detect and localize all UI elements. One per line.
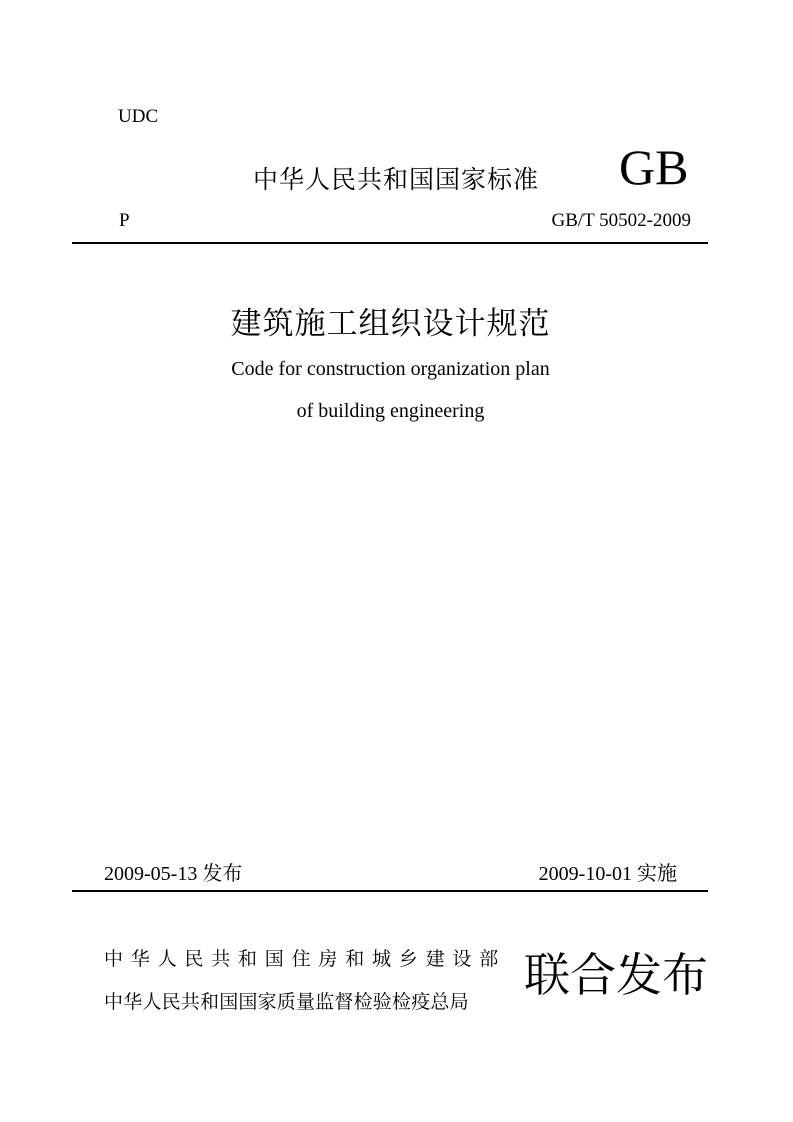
classification-code: P [119,210,130,231]
bottom-divider [72,890,708,892]
udc-label: UDC [118,106,159,127]
document-title-chinese: 建筑施工组织设计规范 [230,306,551,342]
gb-mark: GB [619,139,689,195]
issuer-ministry-housing: 中华人民共和国住房和城乡建设部 [104,948,507,970]
issuer-aqsiq: 中华人民共和国国家质量监督检验检疫总局 [104,991,469,1013]
standard-number: GB/T 50502-2009 [551,210,691,231]
document-title-english-line2: of building engineering [296,400,485,422]
joint-release-label: 联合发布 [524,948,708,1002]
implementation-date: 2009-10-01 实施 [538,863,677,885]
top-divider [72,242,708,244]
issue-date: 2009-05-13 发布 [104,863,243,885]
document-title-english-line1: Code for construction organization plan [231,358,550,380]
standard-category-name: 中华人民共和国国家标准 [253,165,540,194]
